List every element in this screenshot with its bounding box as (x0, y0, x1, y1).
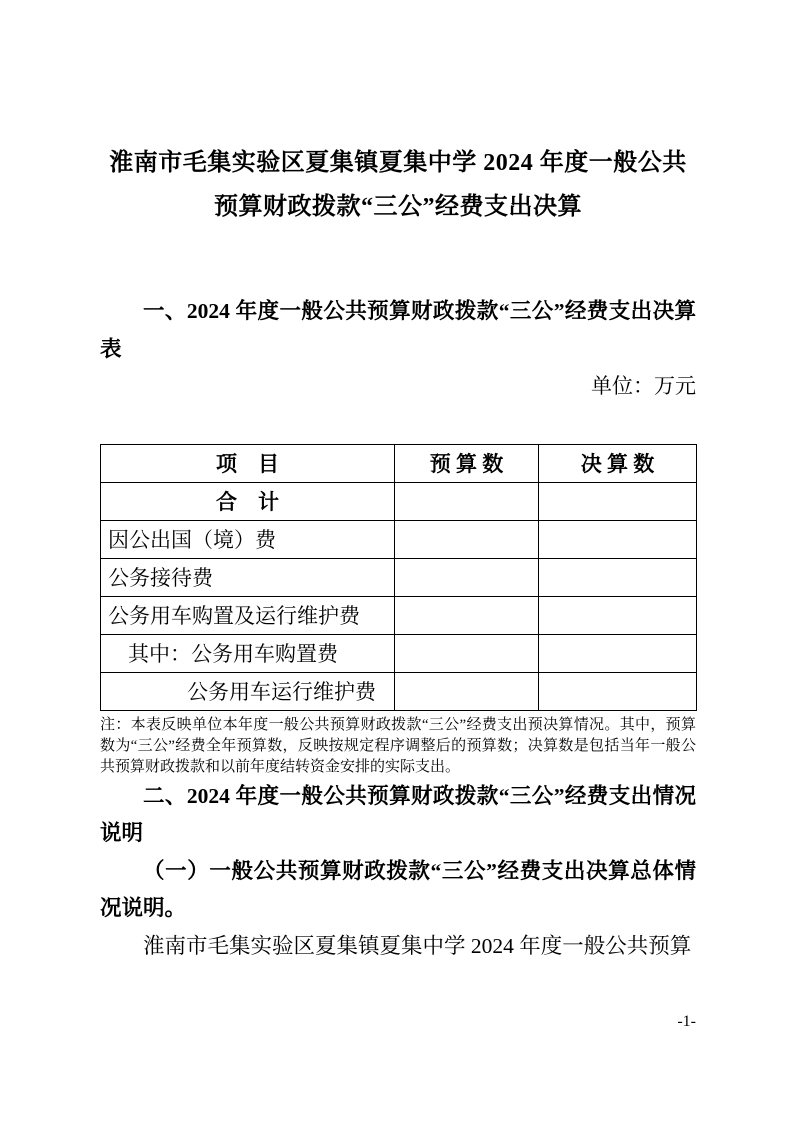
item-cell: 公务用车运行维护费 (101, 672, 395, 710)
budget-cell (395, 558, 539, 596)
table-row-vehicle-purchase (101, 634, 697, 672)
final-cell (539, 482, 697, 520)
budget-cell (395, 520, 539, 558)
table-row-total (101, 482, 697, 520)
document-content (100, 0, 696, 965)
three-public-expense-table (100, 444, 697, 711)
page-number: -1- (677, 1013, 696, 1030)
budget-cell (395, 672, 539, 710)
final-cell (539, 634, 697, 672)
body-paragraph: 淮南市毛集实验区夏集镇夏集中学 2024 年度一般公共预算 (143, 933, 692, 958)
final-cell (539, 558, 697, 596)
item-cell: 公务接待费 (101, 558, 395, 596)
budget-cell (395, 482, 539, 520)
table-header-final: 决 算 数 (539, 444, 697, 482)
table-header-budget: 预 算 数 (395, 444, 539, 482)
unit-label: 单位：万元 (591, 374, 696, 398)
final-cell (539, 520, 697, 558)
table-header-row (101, 444, 697, 482)
budget-cell (395, 634, 539, 672)
subsection1-heading: （一）一般公共预算财政拨款“三公”经费支出决算总体情况说明。 (100, 858, 696, 920)
section1-heading: 一、2024 年度一般公共预算财政拨款“三公”经费支出决算表 (100, 299, 696, 361)
budget-cell (395, 596, 539, 634)
table-row-abroad-fee (101, 520, 697, 558)
item-cell: 其中：公务用车购置费 (101, 634, 395, 672)
section2-heading: 二、2024 年度一般公共预算财政拨款“三公”经费支出情况说明 (100, 783, 696, 845)
table-row-vehicle-total (101, 596, 697, 634)
table-row-vehicle-maintenance (101, 672, 697, 710)
final-cell (539, 596, 697, 634)
table-row-reception-fee (101, 558, 697, 596)
item-cell: 公务用车购置及运行维护费 (101, 596, 395, 634)
table-header-item: 项 目 (101, 444, 395, 482)
item-cell: 合 计 (101, 482, 395, 520)
document-title: 淮南市毛集实验区夏集镇夏集中学 2024 年度一般公共预算财政拨款“三公”经费支出决算 (109, 150, 687, 220)
table-note: 注：本表反映单位本年度一般公共预算财政拨款“三公”经费支出预决算情况。其中，预算数为“三公”经费全年预算数，反映按规定程序调整后的预算数；决算数是包括当年一般公共预算财政拨款和以前年度结转资金安排的实际支出。 (100, 716, 696, 775)
item-cell: 因公出国（境）费 (101, 520, 395, 558)
final-cell (539, 672, 697, 710)
